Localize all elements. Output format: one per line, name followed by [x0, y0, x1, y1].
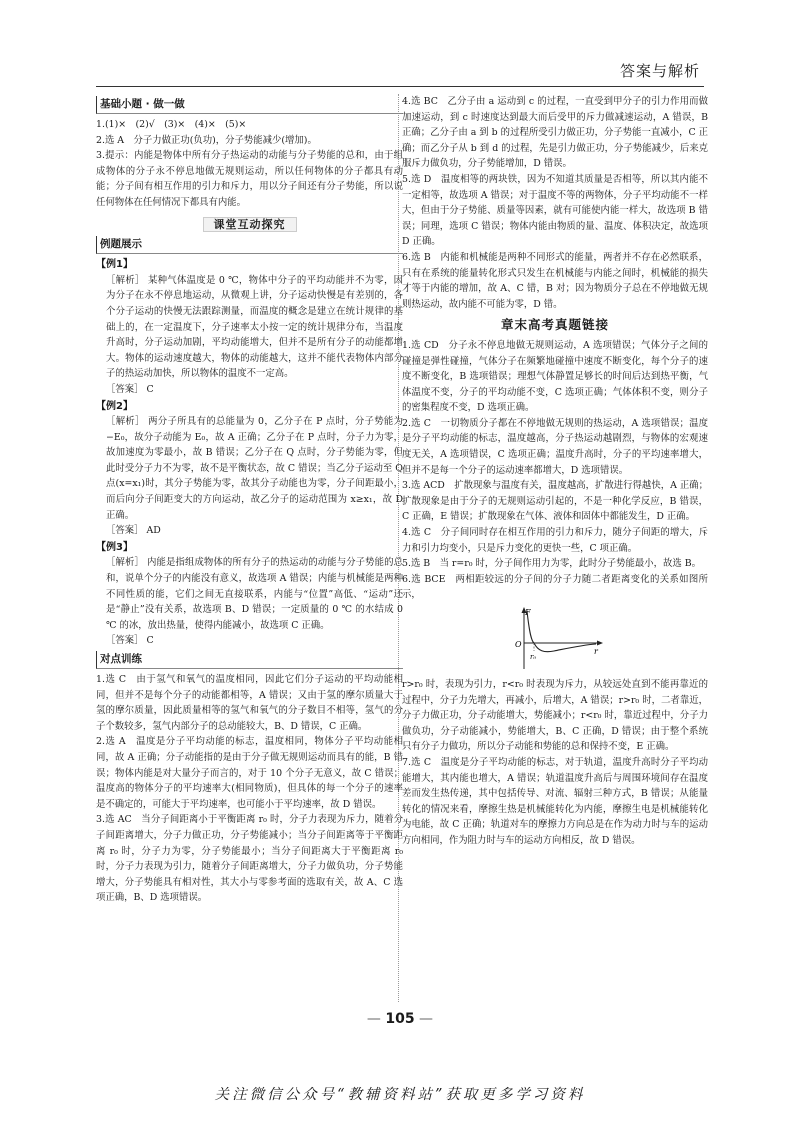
right-column [402, 94, 708, 849]
example-answer: ［答案］ C [106, 383, 154, 395]
section-basic-title: 基础小题 · 做一做 [96, 96, 403, 114]
force-curve-diagram [514, 607, 604, 673]
r-axis-arrow [597, 641, 603, 646]
section-practice-title: 对点训练 [96, 651, 403, 669]
exam-item: 4.选 C 分子间同时存在相互作用的引力和斥力，随分子间距的增大，斥力和引力均变小，只是斥力变化的更快一些，C 项正确。 [402, 527, 708, 554]
section-banner [96, 217, 403, 233]
basic-item: 2.选 A 分子力做正功(负功)，分子势能减少(增加)。 [96, 134, 317, 146]
page-number-dash-right: — [414, 1011, 434, 1027]
example-answer: ［答案］ AD [106, 525, 161, 537]
fig-label-f: F [525, 608, 531, 617]
example-answer: ［答案］ C [106, 635, 154, 647]
header-title: 答案与解析 [619, 62, 700, 80]
practice-item: 4.选 BC 乙分子由 a 运动到 c 的过程，一直受到甲分子的引力作用而做加速运动，到 c 时速度达到最大而后受甲的斥力做减速运动，A 错误，B 正确；乙分子由 a 到 b 的过程所受引力做正功，分子势能一直减小，C 正确；而乙分子从 b 到 d 的过程，先是引力做正功，分子势能减少，后来克服斥力做负功，分子势能增加，D 错误。 [402, 96, 708, 170]
example-analysis: ［解析］ 两分子所具有的总能量为 0，乙分子在 P 点时，分子势能为 −E₀，故分子动能为 E₀，故 A 正确；乙分子在 P 点时，分子力为零，故加速度为零最小，故 B 错误；乙分子在 Q 点时，分子势能为零，但此时受分子力不为零，故不是平衡状态，故 C 错误；当乙分子运动至 Q 点(x=x₁)时，其分子势能为零，故其分子动能也为零，分子间距最小，而后向分子间距变大的方向运动，故乙分子的运动范围为 x≥x₁，故 D 正确。 [106, 416, 403, 521]
example-label: 【例2】 [96, 400, 133, 412]
fig-label-r0: r₀ [530, 653, 537, 661]
example-analysis: ［解析］ 内能是指组成物体的所有分子的热运动的动能与分子势能的总和，说单个分子的内能没有意义，故选项 A 错误；内能与机械能是两种不同性质的能，它们之间无直接联系，内能与“位置”高低、“运动”还是“静止”没有关系，故选项 B、D 错误；一定质量的 0 ℃ 的水结成 0 ℃ 的冰，放出热量，使得内能减小，故选项 C 正确。 [106, 557, 403, 631]
practice-item: 6.选 B 内能和机械能是两种不同形式的能量，两者并不存在必然联系，只有在系统的能量转化形式只发生在机械能与内能之间时，机械能的损失才等于内能的增加，故 A、C 错，B 对；因为物质分子总在不停地做无规则热运动，故内能不可能为零，D 错。 [402, 251, 708, 310]
page-header [96, 52, 704, 87]
exam-item: 3.选 ACD 扩散现象与温度有关，温度越高，扩散进行得越快，A 正确；扩散现象是由于分子的无规则运动引起的，不是一种化学反应，B 错误，C 正确，E 错误；扩散现象在气体、液体和固体中都能发生，D 正确。 [402, 480, 708, 523]
page-number-value: 105 [385, 1011, 415, 1027]
exam-item: 6.选 BCE 两相距较远的分子间的分子力随二者距离变化的关系如图所示， [402, 573, 708, 601]
exam-banner: 章末高考真题链接 [500, 317, 609, 333]
left-column [96, 94, 403, 906]
section-examples-title: 例题展示 [96, 236, 403, 254]
banner-text: 课堂互动探究 [203, 217, 297, 232]
exam-item-continuation: r>r₀ 时，表现为引力，r<r₀ 时表现为斥力，从较远处直到不能再靠近的过程中，分子力先增大，再减小，后增大，A 错误；r>r₀ 时，二者靠近，分子力做正功，分子动能增大，势能减小；r<r₀ 时，靠近过程中，分子力做负功，分子动能减小，势能增大，B、C 正确，D 错误；由于整个系统只有分子力做功，所以分子动能和势能的总和保持不变，E 正确。 [402, 679, 708, 753]
practice-item: 5.选 D 温度相等的两块铁，因为不知道其质量是否相等，所以其内能不一定相等，故选项 A 错误；对于温度不等的两物体，分子平均动能不一样大，但由于分子势能、质量等因素，就有可能使内能一样大，故选项 B 错误；同理，选项 C 错误；物体内能由物质的量、温度、体积决定，故选项 D 正确。 [402, 173, 708, 248]
example-label: 【例3】 [96, 541, 133, 553]
basic-item: 3.提示：内能是物体中所有分子热运动的动能与分子势能的总和，由于组成物体的分子永不停息地做无规则运动，所以任何物体的分子都具有动能；分子间有相互作用的引力和斥力，用以分子间还有分子势能，所以说任何物体在任何情况下都具有内能。 [96, 150, 403, 208]
page-number [0, 1011, 800, 1027]
example-analysis: ［解析］ 某种气体温度是 0 ℃，物体中分子的平均动能并不为零，因为分子在永不停息地运动，从微观上讲，分子运动快慢是有差别的，各个分子运动的快慢无法跟踪测量，而温度的概念是建立在统计规律的基础上的，在一定温度下，分子速率太小按一定的统计规律分布，当温度升高时，分子运动加剧，平均动能增大，但并不是所有分子的动能都增大。物体的运动速度越大，物体的动能越大，这并不能代表物体内部分子的热运动加快，所以物体的温度不一定高。 [106, 274, 403, 380]
fig-label-r: r [594, 647, 598, 656]
example-label: 【例1】 [96, 259, 133, 271]
exam-item: 2.选 C 一切物质分子都在不停地做无规则的热运动，A 选项错误；温度是分子平均动能的标志，温度越高，分子热运动越剧烈，与物体的宏观速度无关，A 选项错误，C 选项正确；温度升高时，分子的平均速率增大，但并不是每一个分子的运动速率都增大，D 选项错误。 [402, 417, 708, 476]
basic-item: 1.(1)× (2)√ (3)× (4)× (5)× [96, 119, 247, 130]
practice-item: 1.选 C 由于氢气和氧气的温度相同，因此它们分子运动的平均动能相同，但并不是每个分子的动能都相等，A 错误；又由于氢的摩尔质量大于氢的摩尔质量，因此质量相等的氢气和氧气的分子数目不相等，氢气的分子个数较多，氢气内部分子的总动能较大，B、D 错误，C 正确。 [96, 674, 403, 732]
practice-item: 2.选 A 温度是分子平均动能的标志，温度相同，物体分子平均动能相同，故 A 正确；分子动能指的是由于分子做无规则运动而具有的能，B 错误；物体内能是对大量分子而言的，对于 10 个分子无意义，故 C 错误；温度高的物体分子的平均速率大(相同物质)，但具体的每一个分子的速率是不确定的，可能大于平均速率，也可能小于平均速率，故 D 错误。 [96, 736, 403, 810]
fig-label-o: O [515, 640, 522, 649]
exam-item: 1.选 CD 分子永不停息地做无规则运动，A 选项错误；气体分子之间的碰撞是弹性碰撞，气体分子在频繁地碰撞中速度不断变化，每个分子的速度不断变化，B 选项错误；理想气体静置足够长的时间后达到热平衡，气体温度不变，分子的平均动能不变，C 选项正确；气体体积不变，则分子的密集程度不变，D 选项正确。 [402, 339, 708, 414]
exam-item: 7.选 C 温度是分子平均动能的标志，对于轨道，温度升高时分子平均动能增大，其内能也增大，A 错误；轨道温度升高后与周围环境间存在温度差而发生热传递，其中包括传导、对流、辐射三种方式，B 错误；从能量转化的情况来看，摩擦生热是机械能转化为内能，摩擦生电是机械能转化为电能，故 C 正确；轨道对车的摩擦力方向总是在作为动力时与车的运动方向相同，作为阻力时与车的运动方向相反，故 D 错误。 [402, 756, 708, 846]
practice-item: 3.选 AC 当分子间距离小于平衡距离 r₀ 时，分子力表现为斥力，随着分子间距离增大，分子力做正功，分子势能减小；当分子间距离等于平衡距离 r₀ 时，分子力为零，分子势能最小；当分子间距离大于平衡距离 r₀ 时，分子力表现为引力，随着分子间距离增大，分子力做负功，分子势能增大，分子势能具有相对性，其大小与零参考面的选取有关，故 A、C 选项正确，B、D 选项错误。 [96, 814, 403, 904]
exam-item: 5.选 B 当 r=r₀ 时，分子间作用力为零，此时分子势能最小，故选 B。 [402, 558, 701, 570]
footer-note: 关注微信公众号“教辅资料站”获取更多学习资料 [214, 1087, 586, 1103]
page-number-dash-left: — [366, 1011, 386, 1027]
force-distance-figure [514, 607, 604, 673]
force-curve [527, 611, 596, 652]
